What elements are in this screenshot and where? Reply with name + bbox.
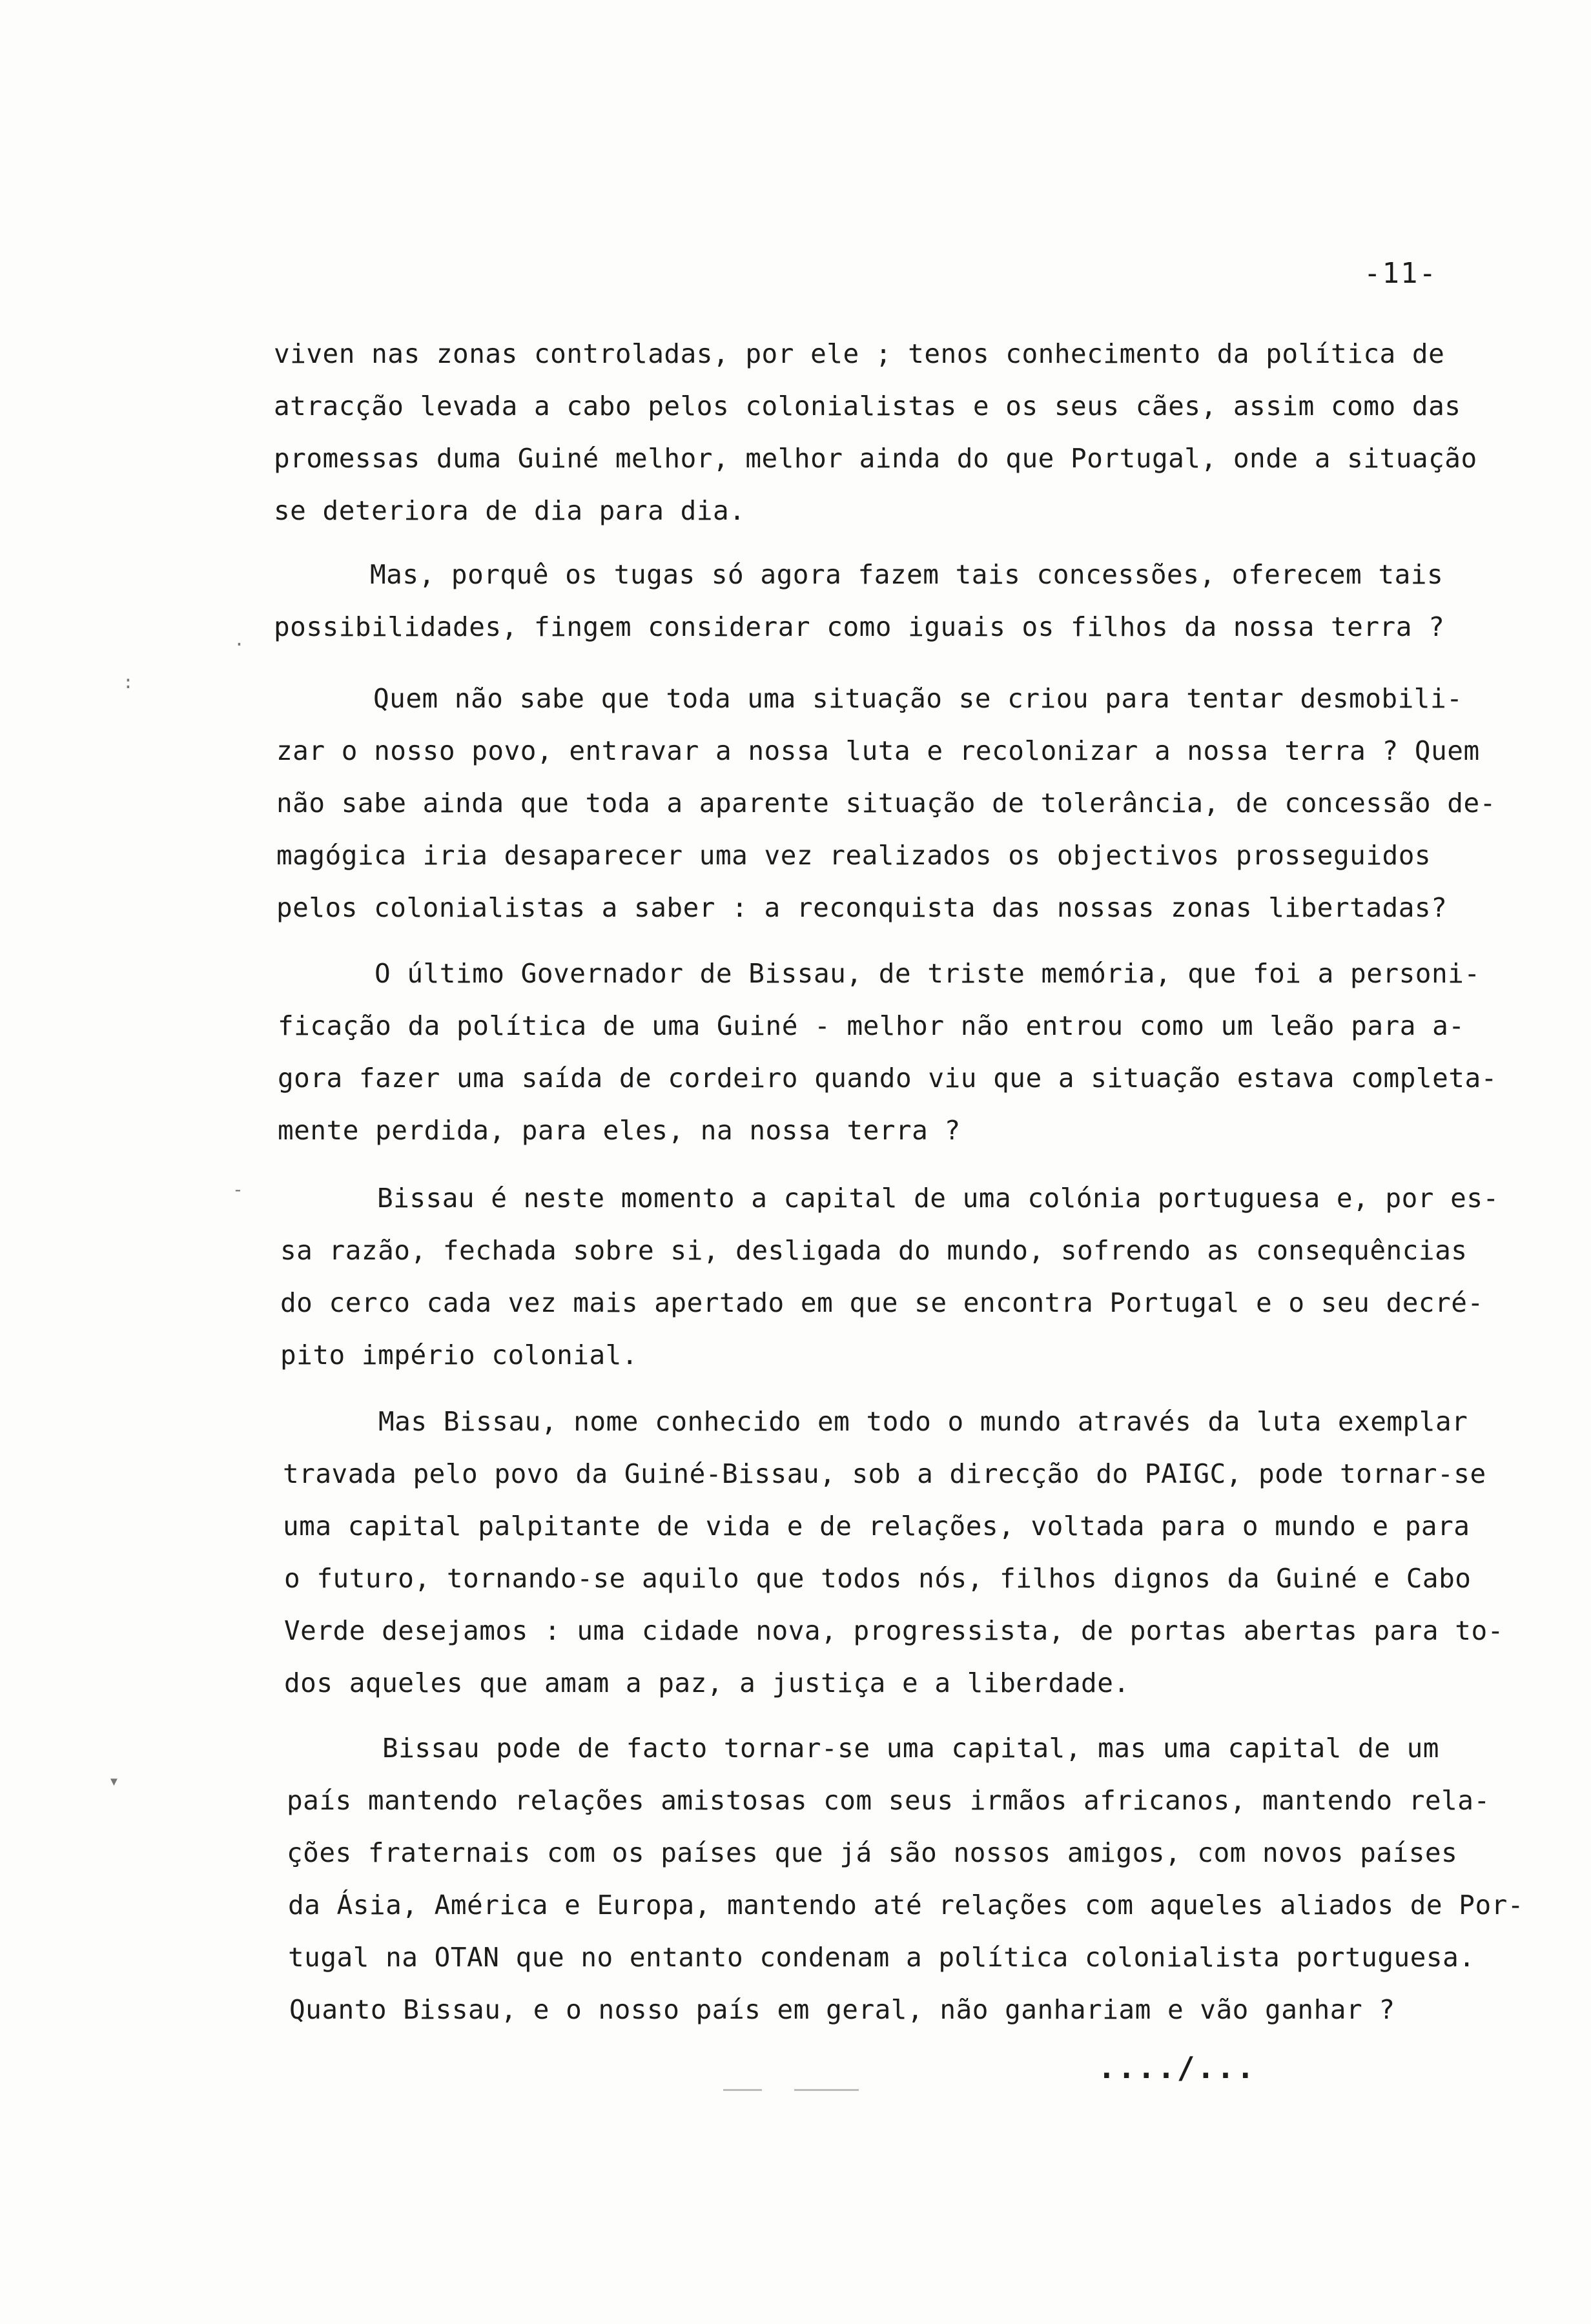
- text-line: sa razão, fechada sobre si, desligada do mundo, sofrendo as consequências: [280, 1235, 1468, 1266]
- text-line: ções fraternais com os países que já são nossos amigos, com novos países: [287, 1837, 1458, 1868]
- text-line: atracção levada a cabo pelos colonialistas e os seus cães, assim como das: [274, 391, 1461, 422]
- scan-smudge: [723, 2089, 762, 2091]
- text-line: magógica iria desaparecer uma vez realizados os objectivos prosseguidos: [276, 840, 1432, 871]
- text-line: zar o nosso povo, entravar a nossa luta e recolonizar a nossa terra ? Quem: [276, 735, 1480, 766]
- scan-speck: .: [234, 629, 245, 650]
- text-line: do cerco cada vez mais apertado em que se encontra Portugal e o seu decré-: [280, 1287, 1484, 1318]
- text-line: dos aqueles que amam a paz, a justiça e a liberdade.: [284, 1667, 1130, 1698]
- text-line: se deteriora de dia para dia.: [274, 495, 746, 526]
- text-line: uma capital palpitante de vida e de relações, voltada para o mundo e para: [283, 1511, 1470, 1542]
- text-line: Quem não sabe que toda uma situação se criou para tentar desmobili-: [373, 683, 1463, 714]
- text-line: da Ásia, América e Europa, mantendo até relações com aqueles aliados de Por-: [288, 1890, 1524, 1921]
- text-line: Verde desejamos : uma cidade nova, progressista, de portas abertas para to-: [284, 1615, 1504, 1646]
- text-line: pito império colonial.: [280, 1340, 639, 1371]
- text-line: Mas Bissau, nome conhecido em todo o mundo através da luta exemplar: [378, 1406, 1468, 1437]
- text-line: país mantendo relações amistosas com seus irmãos africanos, mantendo rela-: [287, 1785, 1490, 1816]
- scan-smudge: [794, 2089, 859, 2091]
- continuation-mark: ..../...: [1098, 2050, 1257, 2085]
- text-line: Bissau pode de facto tornar-se uma capital, mas uma capital de um: [382, 1733, 1439, 1764]
- scan-speck: -: [232, 1179, 243, 1200]
- text-line: O último Governador de Bissau, de triste memória, que foi a personi-: [375, 958, 1481, 989]
- text-line: Mas, porquê os tugas só agora fazem tais concessões, oferecem tais: [370, 559, 1444, 590]
- text-line: ficação da política de uma Guiné - melhor não entrou como um leão para a-: [278, 1010, 1465, 1041]
- text-line: mente perdida, para eles, na nossa terra ?: [278, 1115, 961, 1146]
- text-line: o futuro, tornando-se aquilo que todos nós, filhos dignos da Guiné e Cabo: [284, 1563, 1472, 1594]
- text-line: travada pelo povo da Guiné-Bissau, sob a direcção do PAIGC, pode tornar-se: [283, 1458, 1486, 1489]
- text-line: tugal na OTAN que no entanto condenam a política colonialista portuguesa.: [288, 1942, 1475, 1973]
- scan-speck: :: [123, 671, 134, 693]
- text-line: gora fazer uma saída de cordeiro quando viu que a situação estava completa-: [278, 1063, 1497, 1094]
- scan-speck: ▾: [108, 1770, 119, 1791]
- text-line: promessas duma Guiné melhor, melhor ainda do que Portugal, onde a situação: [274, 443, 1477, 474]
- text-line: viven nas zonas controladas, por ele ; tenos conhecimento da política de: [274, 338, 1445, 369]
- text-line: possibilidades, fingem considerar como iguais os filhos da nossa terra ?: [274, 611, 1445, 642]
- text-line: não sabe ainda que toda a aparente situação de tolerância, de concessão de-: [276, 788, 1496, 819]
- page-number: -11-: [1364, 257, 1437, 290]
- text-line: Bissau é neste momento a capital de uma colónia portuguesa e, por es-: [377, 1183, 1499, 1214]
- text-line: pelos colonialistas a saber : a reconquista das nossas zonas libertadas?: [276, 892, 1448, 923]
- text-line: Quanto Bissau, e o nosso país em geral, não ganhariam e vão ganhar ?: [289, 1994, 1395, 2025]
